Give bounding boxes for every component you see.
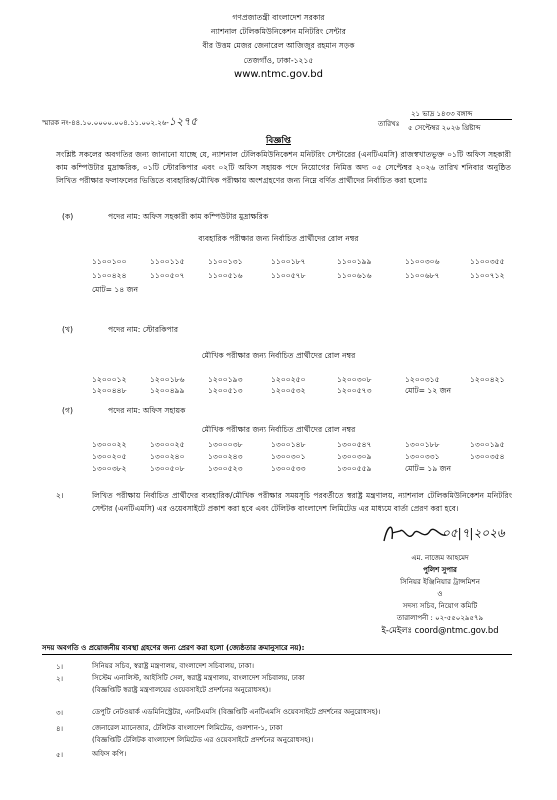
section-g-post: পদের নাম: অফিস সহায়ক [108, 406, 186, 415]
roll-number: ১২০০৪৪৮ [92, 386, 127, 395]
section-g-list-title: মৌখিক পরীক্ষার জন্য নির্বাচিত প্রার্থীদের রোল নম্বর [201, 425, 356, 434]
signatory-email[interactable]: ই-মেইলঃ coord@ntmc.gov.bd [381, 625, 499, 635]
header-org: ন্যাশনাল টেলিকমিউনিকেশন মনিটরিং সেন্টার [211, 27, 346, 36]
distribution-divider [42, 654, 512, 655]
distribution-item-number: ৩। [56, 709, 64, 717]
roll-number: ১৩০০৩৫৪ [470, 452, 505, 461]
header-city: তেজগাঁও, ঢাকা-১২১৫ [243, 56, 314, 65]
section-kh-marker: (খ) [62, 325, 73, 334]
note-number: ২। [56, 491, 64, 500]
distribution-item-line: (বিজ্ঞপ্তিটি টেলিটক বাংলাদেশ লিমিটেড এর ওয়েবসাইটে প্রদর্শনের অনুরোধসহ)। [92, 736, 314, 744]
roll-number: ১২০০২৫০ [271, 375, 306, 384]
header-address: বীর উত্তম মেজর জেনারেল আজিজুর রহমান সড়ক [202, 41, 355, 50]
roll-number: ১৩০০১৮৮ [405, 440, 440, 449]
roll-number: ১১০০৬৮৭ [405, 271, 440, 280]
roll-number: ১৩০০২৪০ [150, 452, 185, 461]
distribution-item-line: ডেপুটি নেটওয়ার্ক এডমিনিস্ট্রেটর, এনটিএমসি (বিজ্ঞপ্তিটি এনটিএমসি ওয়েবসাইটে প্রদর্শনের অনুরোধসহ)। [92, 708, 381, 716]
roll-number: ১২০০৫১৩ [208, 386, 243, 395]
distribution-item-number: ৪। [56, 725, 64, 733]
section-k-post: পদের নাম: অফিস সহকারী কাম কম্পিউটার মুদ্রাক্ষরিক [108, 212, 269, 221]
signatory-designation: সিনিয়র ইঞ্জিনিয়ার ট্রান্সমিশন [400, 578, 480, 586]
distribution-item-line: সিনিয়র সচিব, স্বরাষ্ট্র মন্ত্রণালয়, বাংলাদেশ সচিবালয়, ঢাকা। [92, 662, 254, 670]
roll-number: ১৩০০২০৫ [92, 452, 127, 461]
section-total: মোট= ১৪ জন [92, 285, 139, 294]
roll-number: ১২০০৩০৮ [337, 375, 372, 384]
signature-scribble [380, 519, 450, 549]
roll-number: ১৩০০০৩৮ [208, 440, 243, 449]
signatory-phone: তারালাপনী : ০২-৫৫০২৯৫৭৯ [396, 614, 484, 622]
roll-number: ১১০০১৮৭ [271, 257, 306, 266]
signatory-committee: সদস্য সচিব, নিয়োগ কমিটি [402, 602, 478, 610]
memo-ref-number: ৪৪.১০.০০০০.০০৪.১১.০০২.২৬- [71, 119, 169, 127]
memo-date-english: ৫ সেপ্টেম্বর ২০২৬ খ্রিষ্টাব্দ [408, 124, 481, 132]
roll-number: ১১০০৫৭৮ [271, 271, 306, 280]
roll-number: ১১০০১১৫ [150, 257, 185, 266]
distribution-item-line: অফিস কপি। [92, 750, 127, 758]
roll-number: ১১০০৫১৬ [208, 271, 243, 280]
roll-number: ১৩০০৫২৩ [208, 464, 243, 473]
section-kh-list-title: মৌখিক পরীক্ষার জন্য নির্বাচিত প্রার্থীদের রোল নম্বর [201, 351, 356, 360]
roll-number: ১১০০১৩১ [208, 257, 243, 266]
section-k-marker: (ক) [62, 212, 74, 221]
memo-ref [42, 113, 197, 132]
distribution-item-line: সিস্টেম এনালিস্ট, আইসিটি সেল, স্বরাষ্ট্র মন্ত্রণালয়, বাংলাদেশ সচিবালয়, ঢাকা [92, 674, 305, 682]
roll-number: ১১০০৩৫৫ [470, 257, 505, 266]
roll-number: ১৩০০২৪৩ [208, 452, 243, 461]
roll-number: ১১০০৭১২ [470, 271, 505, 280]
roll-number: ১৩০০৩৩১ [405, 452, 440, 461]
header-govt: গণপ্রজাতন্ত্রী বাংলাদেশ সরকার [232, 13, 325, 22]
roll-number: ১১০০৫০৭ [150, 271, 185, 280]
roll-number: ১১০০১০০ [92, 257, 127, 266]
distribution-item-line: জেনারেল ম্যানেজার, টেলিটক বাংলাদেশ লিমিটেড, গুলশান-১, ঢাকা [92, 724, 283, 732]
roll-number: ১৩০০৩০১ [271, 452, 306, 461]
roll-number: ১১০০১৯৯ [337, 257, 372, 266]
distribution-item-number: ২। [56, 675, 64, 683]
roll-number: ১৩০০৫৫৯ [337, 464, 372, 473]
roll-number: ১১০০৬১৬ [337, 271, 372, 280]
distribution-item-line: (বিজ্ঞপ্তিটি স্বরাষ্ট্র মন্ত্রণালয়ের ওয়েবসাইটে প্রদর্শনের অনুরোধসহ)। [92, 686, 271, 694]
roll-number: ১৩০০০২২ [92, 440, 127, 449]
date-divider [410, 119, 512, 120]
roll-number: ১৩০০০২৫ [150, 440, 185, 449]
roll-number: ১২০০৫৩২ [271, 386, 306, 395]
section-kh-post: পদের নাম: স্টোরকিপার [108, 325, 179, 334]
memo-date-label: তারিখঃ [378, 120, 400, 128]
signatory-rank: পুলিশ সুপার [423, 566, 457, 574]
roll-number: ১৩০০১৯৫ [470, 440, 505, 449]
roll-number: ১২০০১৮৬ [150, 375, 185, 384]
distribution-item-number: ১। [56, 663, 64, 671]
roll-number: ১৩০০৩৮২ [92, 464, 127, 473]
note-text: লিখিত পরীক্ষায় নির্বাচিত প্রার্থীদের ব্যবহারিক/মৌখিক পরীক্ষার সময়সূচি পরবর্তীতে স্বরাষ্ট্র মন্ত্রণালয়, ন্যাশনাল টেলিকমিউনিকেশন মনিটরিং সেন্টার (এনটিএমসি) এর ওয়েবসাইটে প্রকাশ করা হবে এবং টেলিটক বাংলাদেশ লিমিটেড এর মাধ্যমে বার্তা প্রেরণ করা হবে। [92, 491, 512, 513]
intro-paragraph: সংশ্লিষ্ট সকলের অবগতির জন্য জানানো যাচ্ছে যে, ন্যাশনাল টেলিকমিউনিকেশন মনিটরিং সেন্টারের (এনটিএমসি) রাজস্বখাতভুক্ত ০১টি অফিস সহকারী কাম কম্পিউটার মুদ্রাক্ষরিক, ০১টি স্টোরকিপার এবং ০২টি অফিস সহায়ক পদে নিয়োগের নিমিত্ত অদ্য ০৫ সেপ্টেম্বর ২০২৬ তারিখ শনিবার অনুষ্ঠিত লিখিত পরীক্ষার ফলাফলের ভিত্তিতে ব্যবহারিক/মৌখিক পরীক্ষায় অংশগ্রহণের জন্য নিম্নে বর্ণিত প্রার্থীদের নির্বাচিত করা হলোঃ [56, 150, 511, 185]
roll-number: ১২০০৪৯৯ [150, 386, 185, 395]
distribution-item-number: ৫। [56, 751, 64, 759]
roll-number: ১২০০৩১৫ [405, 375, 440, 384]
header-website[interactable]: www.ntmc.gov.bd [234, 69, 323, 80]
section-g-marker: (গ) [62, 406, 73, 415]
roll-number: ১২০০৪২১ [470, 375, 505, 384]
roll-number: ১২০০০১২ [92, 375, 127, 384]
memo-ref-handwritten: ১২৭৫ [168, 115, 198, 128]
section-k-list-title: ব্যবহারিক পরীক্ষার জন্য নির্বাচিত প্রার্থীদের রোল নম্বর [198, 234, 359, 243]
memo-date-bangla: ২১ ভাদ্র ১৪৩৩ বঙ্গাব্দ [411, 110, 473, 118]
roll-number: ১৩০০৫৪৭ [337, 440, 372, 449]
roll-number: ১৩০০৫৩৩ [271, 464, 306, 473]
roll-number: ১১০০৩০৬ [405, 257, 440, 266]
signatory-and: ও [437, 590, 443, 598]
memo-ref-label: স্মারক নং- [42, 119, 72, 127]
distribution-heading: সদয় অবগতি ও প্রয়োজনীয় ব্যবস্থা গ্রহণের জন্য প্রেরণ করা হলো (জ্যেষ্ঠতার ক্রমানুসারে নয়): [42, 644, 305, 652]
roll-number: ১৩০০১৪৮ [271, 440, 306, 449]
roll-number: ১৩০০৩০৯ [337, 452, 372, 461]
roll-number: ১১০০৪২৪ [92, 271, 127, 280]
roll-number: ১৩০০৫০৮ [150, 464, 185, 473]
roll-number: ১২০০৫৭৩ [337, 386, 372, 395]
signature-date: ০৫|৭|২০২৬ [442, 526, 505, 540]
signatory-name: এম. নাজেম আহমেদ [411, 554, 469, 562]
roll-number: ১২০০১৯৩ [208, 375, 243, 384]
section-total: মোট= ১৯ জন [405, 464, 452, 473]
section-total: মোট= ১২ জন [405, 386, 452, 395]
notice-title: বিজ্ঞপ্তি [266, 136, 291, 146]
